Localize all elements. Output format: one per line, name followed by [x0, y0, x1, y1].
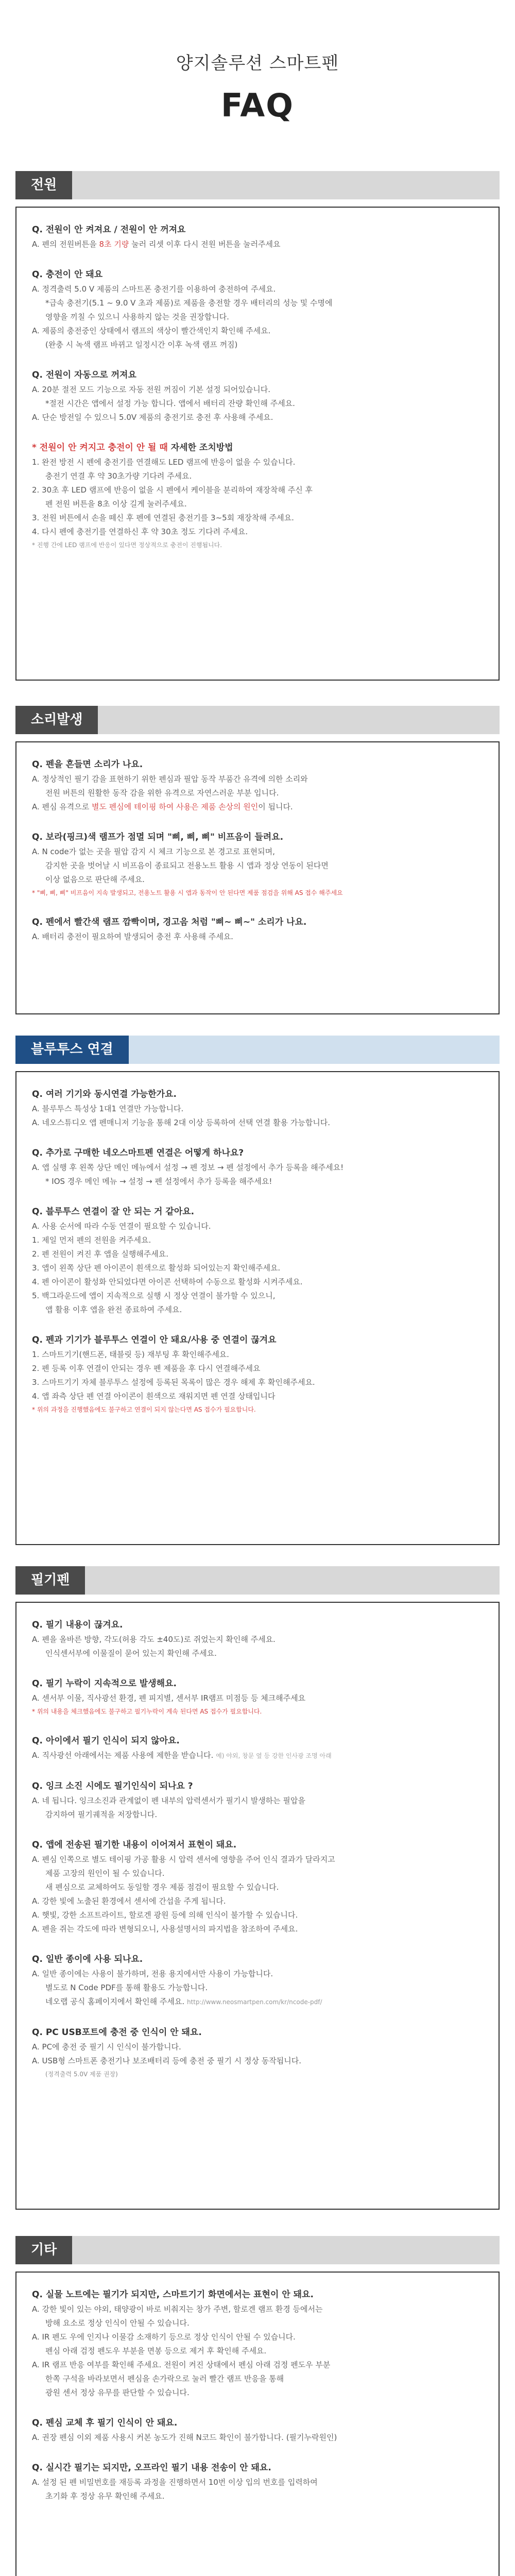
answer-step: 2. 펜 전원이 켜진 후 앱을 실행해주세요. [32, 1249, 169, 1259]
answer: A. USB형 스마트폰 충전기나 보조배터리 등에 충전 중 필기 시 정상 동작됩니다. [32, 2056, 301, 2065]
question: Q. 아이에서 필기 인식이 되지 않아요. [32, 1736, 180, 1746]
answer: A. 정상적인 필기 감을 표현하기 위한 펜심과 필압 동작 부품간 유격에 의한 소리와 [32, 774, 308, 784]
section-header-bar [15, 1566, 500, 1595]
answer: A. 사용 순서에 따라 수동 연결이 필요할 수 있습니다. [32, 1222, 211, 1231]
qa-item [32, 2025, 483, 2080]
answer-note: 전원 버튼의 원활한 동작 감을 위한 유격으로 자연스러운 부분 입니다. [45, 788, 279, 798]
section-etc [15, 2236, 500, 2576]
answer: A. N code가 없는 곳을 필압 감지 시 체크 기능으로 본 경고로 표현되며, [32, 847, 275, 856]
section-header [15, 706, 500, 734]
answer-step: 1. 완전 방전 시 펜에 충전기를 연결해도 LED 램프에 반응이 없을 수 있습니다. [32, 457, 296, 467]
answer: A. 일반 종이에는 사용이 불가하며, 전용 용지에서만 사용이 가능합니다. [32, 1969, 273, 1978]
qa-item [32, 1617, 483, 1660]
answer: A. 블루투스 특성상 1대1 연결만 가능합니다. [32, 1104, 184, 1113]
question: Q. 펜을 흔들면 소리가 나요. [32, 759, 143, 770]
qa-item [32, 829, 483, 899]
qa-item [32, 2287, 483, 2400]
answer-step: 4. 다시 펜에 충전기를 연결하신 후 약 30초 정도 기다려 주세요. [32, 527, 248, 536]
section-body [15, 207, 500, 681]
answer-note: 방해 요소로 정상 인식이 안될 수 있습니다. [45, 2318, 190, 2328]
qa-item [32, 2460, 483, 2503]
answer-step: 3. 전원 버튼에서 손을 떼신 후 펜에 연결된 충전기를 3~5회 재장착해 주세요. [32, 513, 294, 522]
answer: A. 강한 빛에 노출된 환경에서 센서에 간섭을 주게 됩니다. [32, 1896, 226, 1906]
qa-item [32, 1145, 483, 1189]
footnote: * 진행 간에 LED 램프에 반응이 있다면 정상적으로 충전이 진행됩니다. [32, 541, 222, 549]
answer-step: 3. 앱이 왼쪽 상단 펜 아이콘이 흰색으로 활성화 되어있는지 확인해주세요. [32, 1263, 281, 1273]
answer-step: 4. 앱 좌측 상단 펜 연결 아이콘이 흰색으로 재워지면 펜 연결 상태입니다 [32, 1392, 276, 1401]
section-header [15, 1036, 500, 1064]
answer-note: 인식센서부에 이물질이 묻어 있는지 확인해 주세요. [45, 1649, 217, 1658]
section-title: 필기펜 [15, 1566, 85, 1595]
qa-item [32, 222, 483, 251]
answer-step: 2. 펜 등록 이후 연결이 안되는 경우 펜 제품을 후 다시 연결해주세요 [32, 1364, 261, 1373]
answer: A. 펜의 전원버튼을 8초 기량 눌러 리셋 이후 다시 전원 버튼을 눌러주세요 [32, 240, 281, 249]
answer-note: 네오랩 공식 홈페이지에서 확인해 주세요. http://www.neosmartpen.com/kr/ncode-pdf/ [45, 1997, 322, 2006]
qa-item [32, 440, 483, 551]
homepage-link[interactable]: http://www.neosmartpen.com/kr/ncode-pdf/ [186, 1998, 322, 2006]
answer-note: 새 펜심으로 교체하여도 동일할 경우 제품 점검이 필요할 수 있습니다. [45, 1883, 279, 1892]
answer-step: 1. 제일 먼저 펜의 전원을 켜주세요. [32, 1235, 151, 1245]
answer-note: 별도로 N Code PDF를 통해 활용도 가능합니다. [45, 1983, 208, 1992]
answer: A. 펜심 유격으로 별도 펜심에 테이핑 하여 사용은 제품 손상의 원인이 됩니다. [32, 802, 293, 811]
answer-note: (완충 시 녹색 램프 바뀌고 일정시간 이후 녹색 램프 꺼짐) [45, 340, 238, 349]
question: Q. 앱에 전송된 필기한 내용이 이어져서 표현이 돼요. [32, 1840, 237, 1850]
answer-step: 앱 활용 이후 앱을 완전 종료하여 주세요. [45, 1305, 182, 1314]
qa-item [32, 1332, 483, 1416]
answer-note: * IOS 경우 메인 메뉴 → 설정 → 펜 설정에서 추가 등록을 해주세요! [45, 1177, 272, 1186]
answer-note: *절전 시간은 앱에서 설정 가능 합니다. 앱에서 배터리 잔량 확인해 주세요. [45, 399, 295, 408]
answer-note: 이상 없음으로 판단해 주세요. [45, 875, 145, 884]
answer-note: 펜심 아래 검정 펜도우 부분을 면봉 등으로 제거 후 확인해 주세요. [45, 2346, 267, 2355]
question: Q. 펜과 기기가 블루투스 연결이 안 돼요/사용 중 연결이 끊겨요 [32, 1335, 277, 1345]
answer: A. 앱 실행 후 왼쪽 상단 메인 메뉴에서 설정 → 펜 정보 → 펜 설정에서 추가 등록을 해주세요! [32, 1163, 344, 1172]
section-header [15, 2236, 500, 2264]
answer: A. 직사광선 아래에서는 제품 사용에 제한을 받습니다. 예) 야외, 창문 옆 등 강한 인사광 조명 아래 [32, 1751, 332, 1760]
answer: A. 네 됩니다. 잉크소진과 관계없이 펜 내부의 압력센서가 필기시 발생하는 필압을 [32, 1796, 305, 1805]
section-header [15, 1566, 500, 1595]
section-sound [15, 706, 500, 1014]
question: * 전원이 안 켜지고 충전이 안 될 때 자세한 조치방법 [32, 443, 233, 453]
warning-note: * 위의 내용을 체크했음에도 불구하고 필기누락이 계속 된다면 AS 접수가 필요합니다. [32, 1708, 262, 1715]
qa-item [32, 1676, 483, 1718]
question: Q. 보라(핑크)색 램프가 점멸 되며 "삐, 삐, 삐" 비프음이 들려요. [32, 832, 284, 842]
answer-note: 제품 고장의 원인이 될 수 있습니다. [45, 1869, 165, 1878]
answer-note: 감지한 곳을 벗어날 시 비프음이 종료되고 전용노트 활용 시 앱과 정상 연동이 된다면 [45, 861, 329, 870]
answer: A. 제품의 충전중인 상태에서 램프의 색상이 빨간색인지 확인해 주세요. [32, 326, 271, 335]
qa-item [32, 367, 483, 425]
answer: A. 정격출력 5.0 V 제품의 스마트폰 충전기를 이용하여 충전하여 주세요. [32, 284, 276, 294]
answer-step: 펜 전원 버튼을 8초 이상 길게 눌러주세요. [45, 499, 187, 509]
answer-note: *급속 충전기(5.1 ~ 9.0 V 초과 제품)로 제품을 충전할 경우 배터리의 성능 및 수명에 [45, 298, 333, 308]
answer: A. 단순 방전일 수 있으니 5.0V 제품의 충전기로 충전 후 사용해 주세요. [32, 413, 273, 422]
question: Q. 필기 내용이 끊겨요. [32, 1620, 123, 1630]
section-body [15, 1071, 500, 1545]
qa-item [32, 1733, 483, 1763]
qa-item [32, 2415, 483, 2445]
question: Q. 펜에서 빨간색 램프 깜빡이며, 경고음 처럼 "삐~ 삐~" 소리가 나요. [32, 917, 307, 927]
section-title: 소리발생 [15, 706, 98, 734]
answer-step: 2. 30초 후 LED 램프에 반응이 없을 시 펜에서 케이블을 분리하여 재장착해 주신 후 [32, 485, 313, 495]
section-body [15, 2272, 500, 2576]
question: Q. 전원이 안 켜져요 / 전원이 안 꺼져요 [32, 225, 186, 235]
section-header-bar [15, 2236, 500, 2264]
section-bluetooth [15, 1036, 500, 1545]
qa-item [32, 757, 483, 814]
answer-step: 충전기 연결 후 약 30초가량 기다려 주세요. [45, 471, 192, 481]
answer-step: 4. 펜 아이콘이 활성화 안되었다면 아이콘 선택하여 수동으로 활성화 시켜주세요. [32, 1277, 303, 1286]
page-header [0, 0, 515, 129]
question: Q. 펜심 교체 후 필기 인식이 안 돼요. [32, 2418, 178, 2428]
section-title: 블루투스 연결 [15, 1036, 129, 1064]
answer: A. 강한 빛이 있는 야외, 태양광이 바로 비춰지는 창가 주변, 할로겐 램프 환경 등에서는 [32, 2304, 323, 2314]
footnote: (정격출력 5.0V 제품 권장) [45, 2071, 118, 2078]
question: Q. 잉크 소진 시에도 필기인식이 되나요 ? [32, 1781, 193, 1791]
warning-note: * "삐, 삐, 삐" 비프음이 지속 발생되고, 전용노트 활용 시 앱과 동작이 안 된다면 제품 점검을 위해 AS 접수 해주세요 [32, 889, 343, 896]
answer-note: 영향을 끼칠 수 있으니 사용하지 않는 것을 권장합니다. [45, 312, 229, 321]
question: Q. 실시간 필기는 되지만, 오프라인 필기 내용 전송이 안 돼요. [32, 2463, 271, 2473]
question: Q. 여러 기기와 동시연결 가능한가요. [32, 1089, 177, 1099]
answer-step: 3. 스마트기기 자체 블루투스 설정에 등록된 목록이 많은 경우 해제 후 확인해주세요. [32, 1378, 315, 1387]
section-title: 전원 [15, 171, 72, 199]
answer: A. 햇빛, 강한 소프트라이트, 할로겐 광원 등에 의해 인식이 불가할 수 있습니다. [32, 1910, 298, 1920]
answer: A. PC에 충전 중 필기 시 인식이 불가합니다. [32, 2042, 181, 2052]
warning-note: * 위의 과정을 진행했음에도 불구하고 연결이 되지 않는다면 AS 접수가 필요합니다. [32, 1406, 256, 1413]
answer: A. IR 램프 반응 여부를 확인해 주세요. 전원이 켜진 상태에서 펜심 아래 검정 펜도우 부분 [32, 2360, 331, 2369]
section-power [15, 171, 500, 681]
qa-item [32, 1204, 483, 1317]
answer: A. 권장 펜심 이외 제품 사용시 커본 농도가 진해 N코드 확인이 불가합니다. (필기누락원인) [32, 2433, 337, 2442]
section-body [15, 741, 500, 1014]
answer-step: 5. 백그라운드에 앱이 지속적으로 실행 시 정상 연결이 불가할 수 있으니, [32, 1291, 276, 1300]
section-header-bar [15, 171, 500, 199]
page-title: FAQ [221, 87, 294, 124]
answer: A. 펜심 인쪽으로 별도 테이핑 가공 활용 시 압력 센서에 영향을 주어 인식 결과가 달라지고 [32, 1855, 335, 1864]
answer: A. IR 펜도 우에 인지나 이물감 소재하기 등으로 정상 인식이 안될 수 있습니다. [32, 2332, 296, 2342]
question: Q. 충전이 안 돼요 [32, 269, 103, 280]
answer-note: 한쪽 구석을 바라보면서 펜심을 손가락으로 눌러 빨간 램프 반응을 통해 [45, 2374, 284, 2383]
answer: A. 센서부 이물, 직사광선 환경, 펜 피지별, 센서부 IR램프 미점등 등 체크해주세요 [32, 1693, 306, 1703]
question: Q. 일반 종이에 사용 되나요. [32, 1954, 143, 1964]
qa-item [32, 914, 483, 944]
answer: A. 네오스튜디오 앱 펜매니저 기능을 통해 2대 이상 등록하여 선택 연결 활용 가능합니다. [32, 1118, 330, 1127]
question: Q. 블루투스 연결이 잘 안 되는 거 같아요. [32, 1207, 195, 1217]
answer-note: 감지하여 필기궤적을 저장합니다. [45, 1810, 158, 1819]
answer: A. 펜을 쥐는 각도에 따라 변형되오니, 사용설명서의 파지법을 참조하여 주세요. [32, 1924, 298, 1934]
question: Q. 필기 누락이 지속적으로 발생해요. [32, 1679, 177, 1689]
qa-item [32, 1952, 483, 2009]
answer: A. 설정 된 펜 비밀번호를 재등록 과정을 진행하면서 10번 이상 입의 번호를 입력하여 [32, 2478, 318, 2487]
question: Q. PC USB포트에 충전 중 인식이 안 돼요. [32, 2027, 202, 2038]
qa-item [32, 1087, 483, 1130]
qa-item [32, 267, 483, 352]
qa-item [32, 1778, 483, 1822]
answer-note: 광원 센서 정상 유무를 판단할 수 있습니다. [45, 2388, 190, 2397]
qa-item [32, 1837, 483, 1936]
section-title: 기타 [15, 2236, 72, 2264]
section-header [15, 171, 500, 199]
section-body [15, 1602, 500, 2210]
answer-note: 초기화 후 정상 유무 확인해 주세요. [45, 2492, 165, 2501]
answer-step: 1. 스마트기기(핸드폰, 태블릿 등) 재부팅 후 확인해주세요. [32, 1350, 229, 1359]
answer: A. 20분 절전 모드 기능으로 자동 전원 꺼짐이 기본 설정 되어있습니다. [32, 385, 271, 394]
section-pen [15, 1566, 500, 2210]
question: Q. 실물 노트에는 필기가 되지만, 스마트기기 화면에서는 표현이 안 돼요. [32, 2290, 314, 2300]
question: Q. 추가로 구매한 네오스마트펜 연결은 어떻게 하나요? [32, 1148, 244, 1158]
answer: A. 펜을 올바른 방향, 각도(허용 각도 ±40도)로 쥐었는지 확인해 주세요. [32, 1635, 276, 1644]
answer: A. 배터리 충전이 필요하여 발생되어 충전 후 사용해 주세요. [32, 932, 233, 941]
question: Q. 전원이 자동으로 꺼져요 [32, 370, 136, 380]
brand-subtitle: 양지솔루션 스마트펜 [176, 53, 339, 74]
